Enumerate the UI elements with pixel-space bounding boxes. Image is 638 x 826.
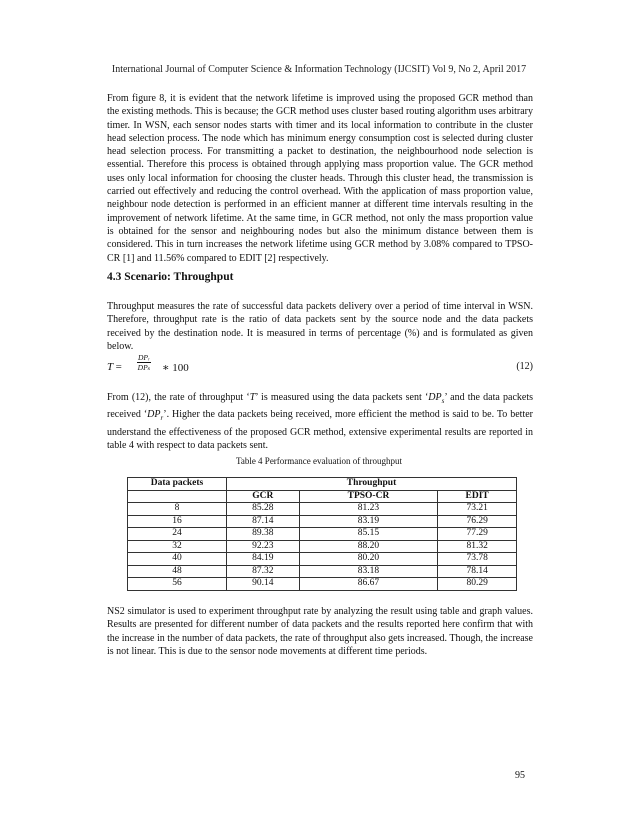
cell-edit: 77.29 <box>438 528 517 541</box>
equation-numerator: DPᵣ <box>138 353 150 362</box>
cell-edit: 81.32 <box>438 540 517 553</box>
header-data-packets: Data packets <box>128 478 227 491</box>
equation-lhs: T = <box>107 361 122 373</box>
header-gcr: GCR <box>227 490 300 503</box>
running-header: International Journal of Computer Science & Information Technology (IJCSIT) Vol 9, No 2, April 2017 <box>111 64 527 75</box>
cell-gcr: 89.38 <box>227 528 300 541</box>
equation-denominator: DPₛ <box>137 363 151 372</box>
cell-tpso-cr: 88.20 <box>299 540 438 553</box>
throughput-table <box>127 477 517 591</box>
cell-edit: 78.14 <box>438 565 517 578</box>
table-row <box>128 515 517 528</box>
cell-tpso-cr: 83.19 <box>299 515 438 528</box>
header-edit: EDIT <box>438 490 517 503</box>
section-heading: 4.3 Scenario: Throughput <box>107 271 234 283</box>
cell-gcr: 85.28 <box>227 503 300 516</box>
paragraph-throughput-definition: Throughput measures the rate of successful data packets delivery over a period of time interval in WSN. Therefore, throughput rate is the ratio of data packets sent by the source node and the data packets received by the destination node. It is measured in terms of percentage (%) and is formulated as given below. <box>107 301 533 352</box>
cell-tpso-cr: 86.67 <box>299 578 438 591</box>
cell-data-packets: 16 <box>128 515 227 528</box>
header-tpso-cr: TPSO-CR <box>299 490 438 503</box>
cell-data-packets: 48 <box>128 565 227 578</box>
cell-data-packets: 32 <box>128 540 227 553</box>
paragraph-ns2-results: NS2 simulator is used to experiment throughput rate by analyzing the result using table and graph values. Results are presented for different number of data packets and the results reported here confirm that with the increase in the number of data packets, the rate of throughput also gets increased. Though, the increase is not linear. This is due to the sensor node movements at different time periods. <box>107 606 533 657</box>
table-row <box>128 578 517 591</box>
cell-data-packets: 8 <box>128 503 227 516</box>
cell-edit: 80.29 <box>438 578 517 591</box>
table-row <box>128 503 517 516</box>
header-empty <box>128 490 227 503</box>
equation-throughput <box>107 353 533 381</box>
cell-data-packets: 24 <box>128 528 227 541</box>
cell-edit: 76.29 <box>438 515 517 528</box>
paragraph-network-lifetime: From figure 8, it is evident that the network lifetime is improved using the proposed GCR method than the existing methods. This is because; the GCR method uses cluster based routing algorithm uses arbitrary timer. In WSN, each sensor nodes starts with timer and its local information to contribute in the cluster head selection process. The node which has minimum energy consumption cost is selected during cluster head selection process. For transmitting a packet to destination, the neighbourhood node selection is essential. Therefore this process is obtained through applying mass proportion value. The GCR method uses only local information for choosing the cluster heads. Through this cluster head, the transmission is carried out effectively and reducing the control overhead. With the application of mass proportion value, neighbour node detection is performed in an efficient manner at different time intervals resulting in the improvement of network lifetime. At the same time, in GCR method, not only the mass proportion value is obtained for the sensor and neighbouring nodes but also the minimum distance between them is considered. This in turn increases the network lifetime using GCR method by 3.08% compared to TPSO-CR [1] and 11.56% compared to EDIT [2] respectively. <box>107 93 533 264</box>
equation-fraction <box>137 353 151 372</box>
table-caption: Table 4 Performance evaluation of throughput <box>235 456 403 466</box>
cell-data-packets: 40 <box>128 553 227 566</box>
cell-gcr: 90.14 <box>227 578 300 591</box>
equation-number: (12) <box>516 361 533 372</box>
table-header-row <box>128 478 517 491</box>
table-subheader-row <box>128 490 517 503</box>
table-row <box>128 565 517 578</box>
table-row <box>128 528 517 541</box>
cell-data-packets: 56 <box>128 578 227 591</box>
cell-tpso-cr: 85.15 <box>299 528 438 541</box>
cell-tpso-cr: 83.18 <box>299 565 438 578</box>
cell-gcr: 87.32 <box>227 565 300 578</box>
cell-edit: 73.21 <box>438 503 517 516</box>
paragraph-throughput-explanation: From (12), the rate of throughput ‘T’ is measured using the data packets sent ‘$DP_s$’ and the data packets received ‘$DP_r$’. Higher the data packets being received, more efficient the method is said to be. To better understand the effectiveness of the proposed GCR method, extensive experimental results are reported in table 4 with respect to data packets sent. <box>107 392 533 451</box>
cell-tpso-cr: 81.23 <box>299 503 438 516</box>
equation-multiplier: ∗ 100 <box>162 362 189 374</box>
cell-gcr: 84.19 <box>227 553 300 566</box>
cell-gcr: 87.14 <box>227 515 300 528</box>
page-number: 95 <box>515 770 525 781</box>
cell-edit: 73.78 <box>438 553 517 566</box>
cell-tpso-cr: 80.20 <box>299 553 438 566</box>
table-row <box>128 540 517 553</box>
cell-gcr: 92.23 <box>227 540 300 553</box>
header-throughput: Throughput <box>227 478 517 491</box>
table-row <box>128 553 517 566</box>
